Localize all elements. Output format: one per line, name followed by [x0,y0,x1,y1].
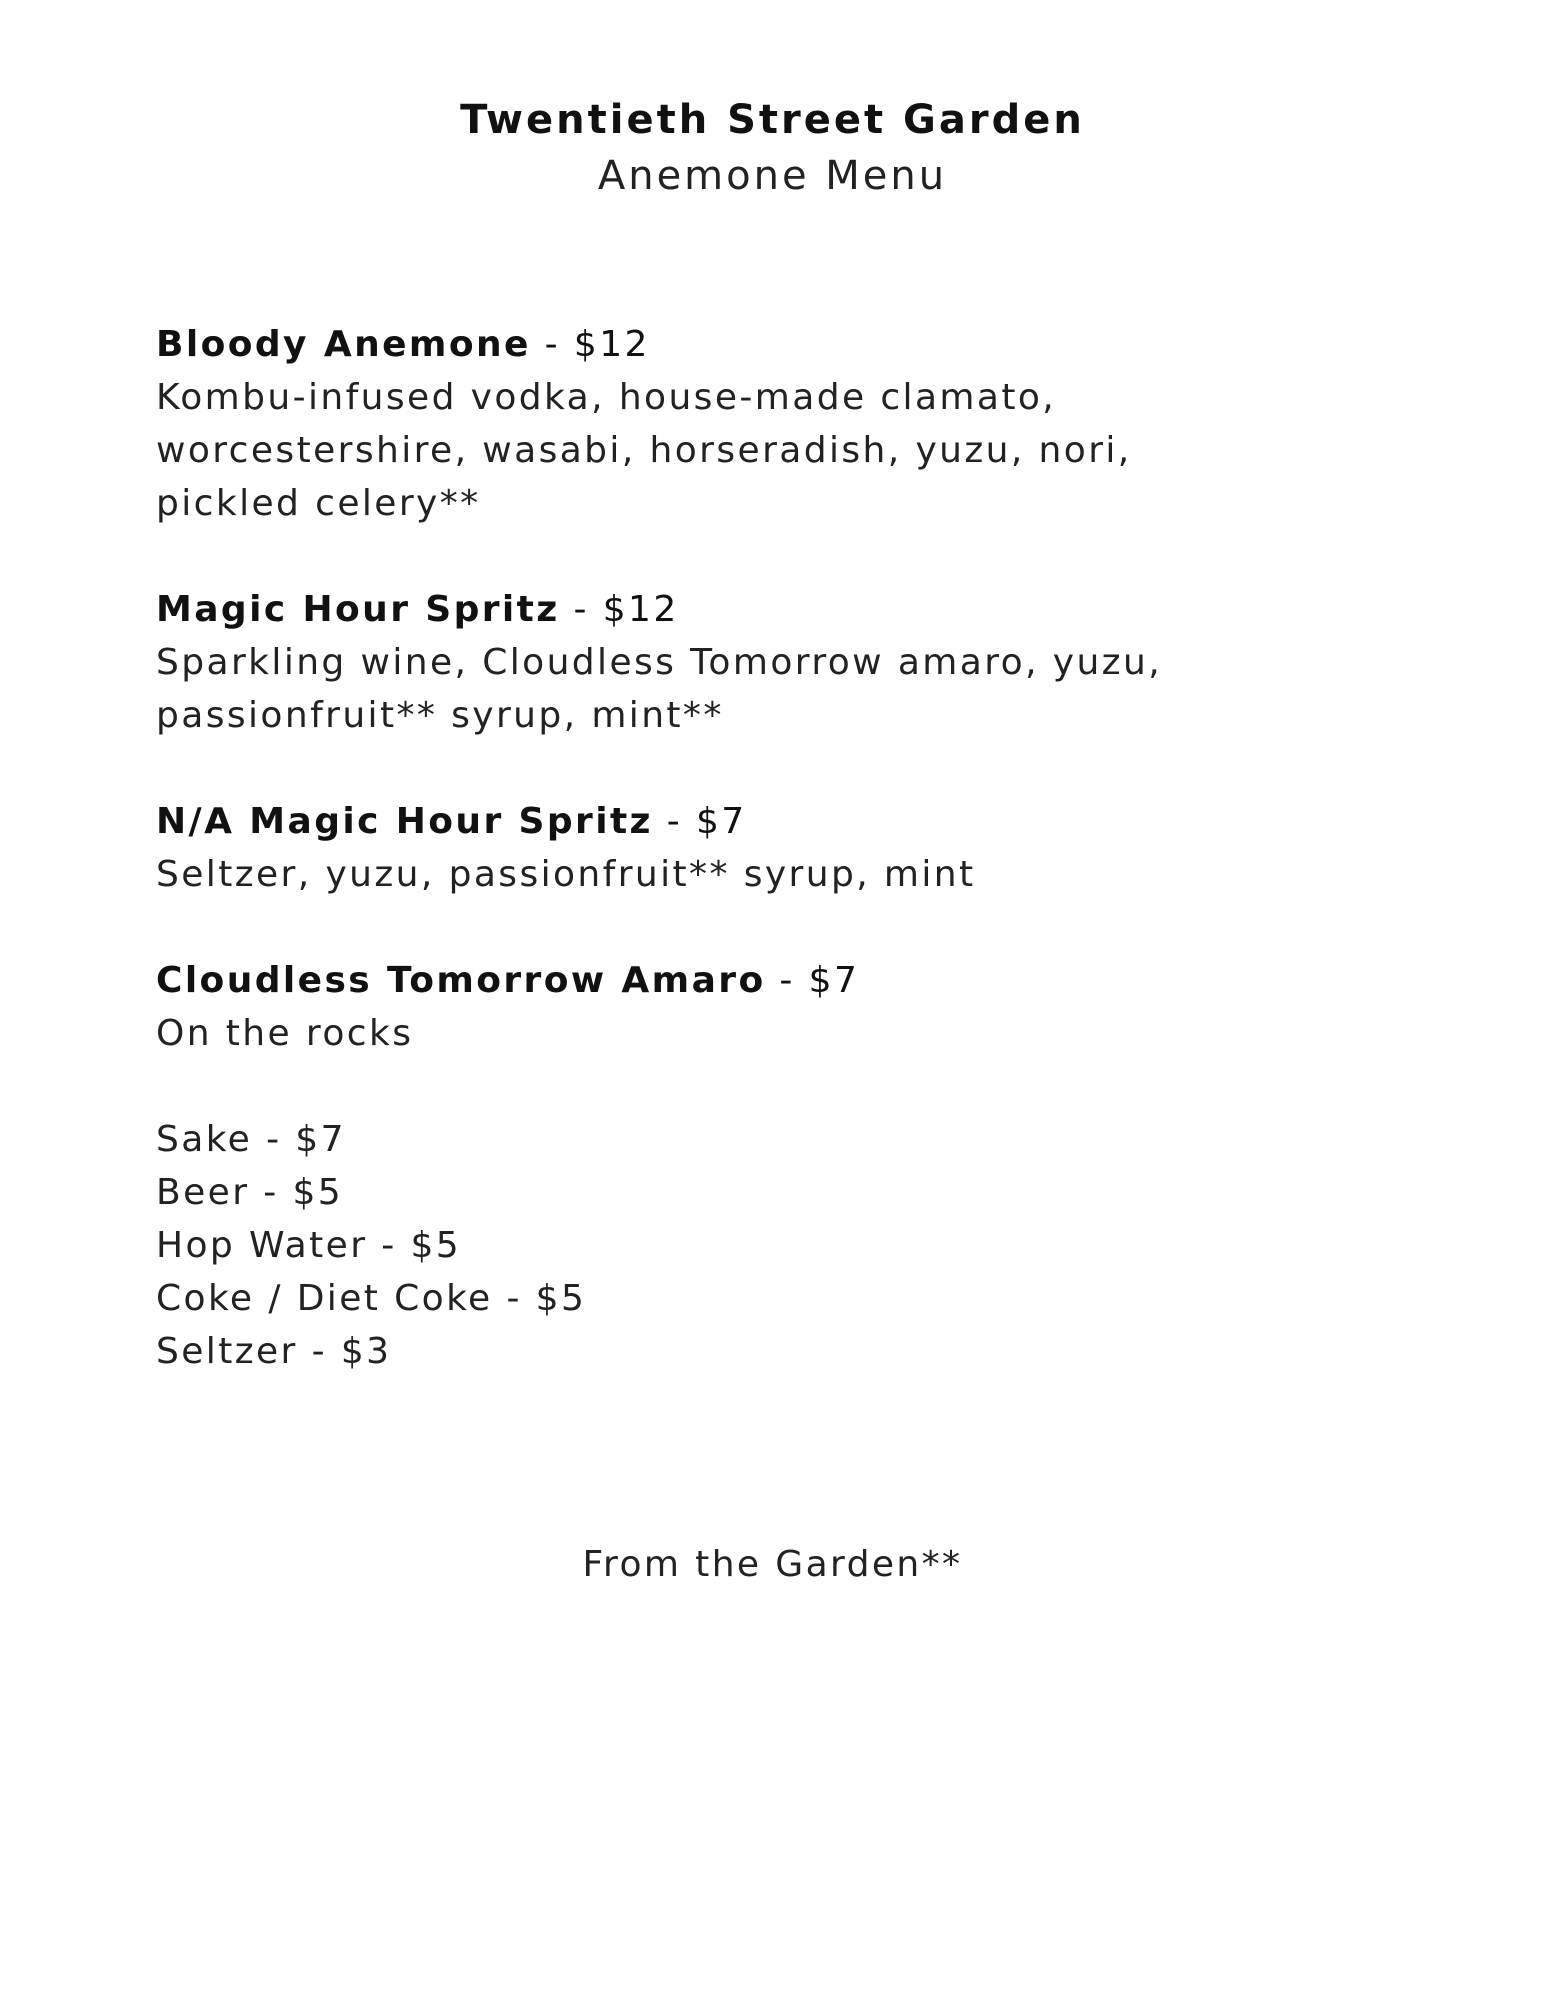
simple-items-list [156,1113,1406,1378]
simple-item-hop-water: Hop Water - $5 [156,1225,462,1266]
item-description-line: pickled celery** [156,483,481,524]
item-description-line: Seltzer, yuzu, passionfruit** syrup, mint [156,854,976,895]
item-heading [156,954,1406,1007]
item-price: - $7 [652,801,747,842]
item-price: - $12 [530,324,650,365]
menu-title: Anemone Menu [597,153,948,199]
item-price: - $12 [559,589,679,630]
menu-item-na-magic-hour-spritz [156,795,1406,901]
simple-item-beer: Beer - $5 [156,1172,344,1213]
item-description-line: On the rocks [156,1013,414,1054]
item-name: Bloody Anemone [156,324,531,365]
item-name: Cloudless Tomorrow Amaro [156,960,766,1001]
simple-item-coke: Coke / Diet Coke - $5 [156,1278,587,1319]
simple-item-sake: Sake - $7 [156,1119,346,1160]
item-heading [156,795,1406,848]
item-description-line: Kombu-infused vodka, house-made clamato, [156,377,1057,418]
menu-item-magic-hour-spritz [156,583,1406,742]
item-heading [156,583,1406,636]
item-name: N/A Magic Hour Spritz [156,801,653,842]
menu-item-bloody-anemone [156,318,1406,530]
simple-item-seltzer: Seltzer - $3 [156,1331,392,1372]
menu-items [156,318,1406,1378]
menu-header [0,92,1545,204]
venue-title: Twentieth Street Garden [460,97,1085,143]
item-name: Magic Hour Spritz [156,589,560,630]
menu-item-cloudless-tomorrow-amaro [156,954,1406,1060]
item-description-line: worcestershire, wasabi, horseradish, yuzu, nori, [156,430,1132,471]
item-description-line: passionfruit** syrup, mint** [156,695,724,736]
item-price: - $7 [765,960,860,1001]
garden-note: From the Garden** [582,1544,963,1585]
item-heading [156,318,1406,371]
item-description-line: Sparkling wine, Cloudless Tomorrow amaro, yuzu, [156,642,1163,683]
